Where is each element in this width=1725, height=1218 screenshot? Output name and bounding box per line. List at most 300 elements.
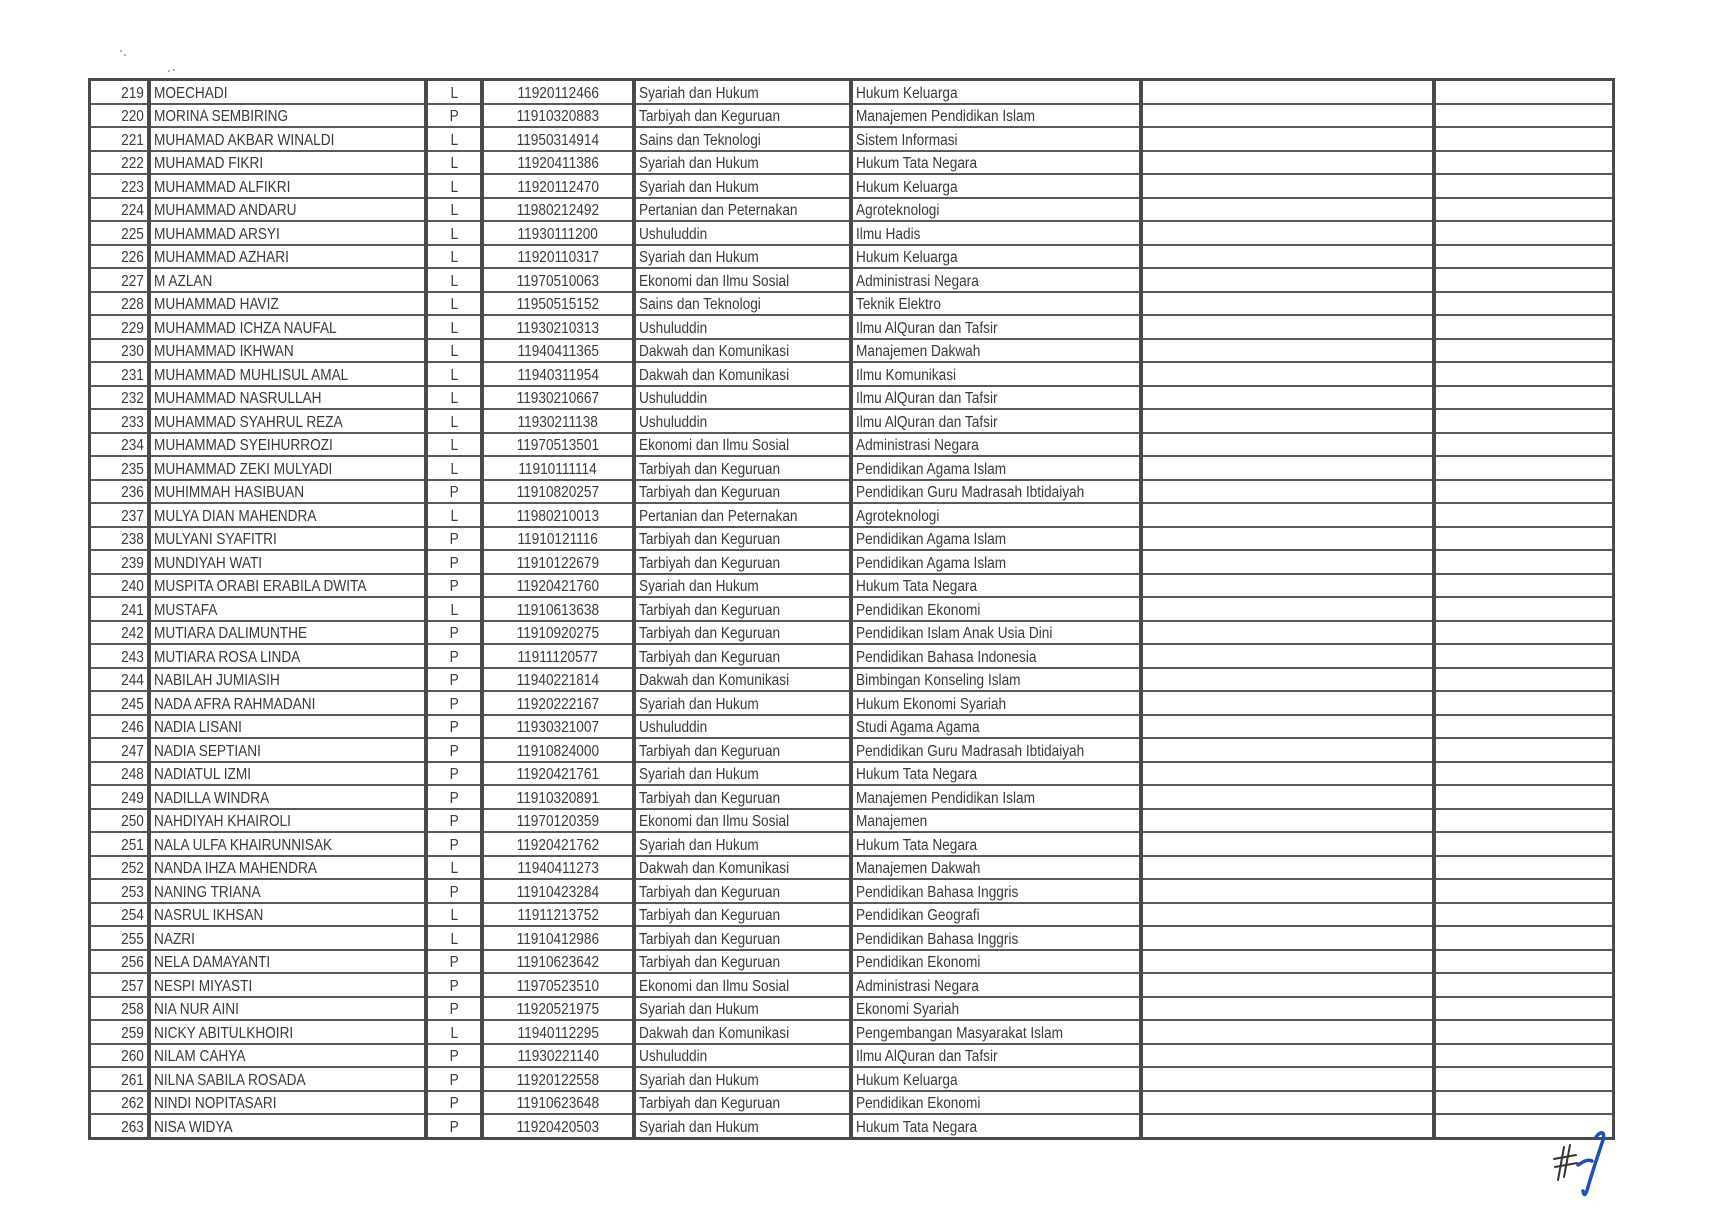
faculty-name: Tarbiyah dan Keguruan xyxy=(639,531,781,548)
table-row xyxy=(90,80,1614,104)
row-number-cell xyxy=(90,903,150,927)
study-program: Hukum Tata Negara xyxy=(856,836,978,854)
faculty-name-cell xyxy=(634,668,851,692)
study-program: Pendidikan Islam Anak Usia Dini xyxy=(856,625,1053,642)
row-number: 234 xyxy=(121,437,144,454)
student-name: NELA DAMAYANTI xyxy=(154,954,271,971)
student-name: MULYANI SYAFITRI xyxy=(154,531,277,548)
blank-cell-cell xyxy=(1141,80,1434,104)
blank-cell-cell xyxy=(1141,738,1434,762)
faculty-name-cell xyxy=(634,879,851,903)
gender-code-cell xyxy=(426,856,482,880)
student-id-nim-cell xyxy=(482,832,634,856)
study-program-cell xyxy=(851,268,1141,292)
study-program: Manajemen Dakwah xyxy=(856,343,981,360)
gender-code: P xyxy=(449,648,459,666)
student-id-nim-cell xyxy=(482,456,634,480)
study-program-cell xyxy=(851,550,1141,574)
blank-cell-cell xyxy=(1141,997,1434,1021)
gender-code: L xyxy=(450,390,458,407)
faculty-name-cell xyxy=(634,550,851,574)
study-program-cell xyxy=(851,527,1141,551)
blank-cell-cell xyxy=(1434,315,1614,339)
row-number-cell xyxy=(90,926,150,950)
gender-code-cell xyxy=(426,832,482,856)
student-name-cell xyxy=(149,198,426,222)
faculty-name: Tarbiyah dan Keguruan xyxy=(639,930,781,948)
student-name-cell xyxy=(149,268,426,292)
study-program-cell xyxy=(851,621,1141,645)
student-id-nim-cell xyxy=(482,268,634,292)
student-name-cell xyxy=(149,903,426,927)
faculty-name-cell xyxy=(634,362,851,386)
study-program-cell xyxy=(851,691,1141,715)
table-row xyxy=(90,174,1614,198)
faculty-name: Sains dan Teknologi xyxy=(639,296,761,313)
blank-cell-cell xyxy=(1434,1091,1614,1115)
student-name: NILAM CAHYA xyxy=(154,1048,246,1065)
study-program-cell xyxy=(851,879,1141,903)
row-number: 228 xyxy=(121,296,144,313)
row-number-cell xyxy=(90,856,150,880)
blank-cell-cell xyxy=(1141,668,1434,692)
student-name-cell xyxy=(149,832,426,856)
faculty-name-cell xyxy=(634,1067,851,1091)
student-name-cell xyxy=(149,597,426,621)
study-program: Pendidikan Guru Madrasah Ibtidaiyah xyxy=(856,742,1085,760)
gender-code: L xyxy=(450,437,458,454)
study-program-cell xyxy=(851,198,1141,222)
student-id-nim-cell xyxy=(482,292,634,316)
blank-cell-cell xyxy=(1434,433,1614,457)
table-row xyxy=(90,879,1614,903)
faculty-name: Syariah dan Hukum xyxy=(639,249,759,266)
study-program-cell xyxy=(851,315,1141,339)
row-number: 263 xyxy=(121,1118,144,1136)
row-number: 219 xyxy=(121,84,144,102)
faculty-name-cell xyxy=(634,339,851,363)
row-number-cell xyxy=(90,1091,150,1115)
row-number: 244 xyxy=(121,672,144,689)
gender-code-cell xyxy=(426,221,482,245)
faculty-name: Syariah dan Hukum xyxy=(639,1001,759,1018)
gender-code: L xyxy=(450,507,458,525)
blank-cell-cell xyxy=(1434,174,1614,198)
row-number: 256 xyxy=(121,954,144,971)
faculty-name-cell xyxy=(634,997,851,1021)
student-name-cell xyxy=(149,879,426,903)
student-id-nim-cell xyxy=(482,198,634,222)
student-name-cell xyxy=(149,386,426,410)
student-name: MUTIARA ROSA LINDA xyxy=(154,648,301,666)
gender-code-cell xyxy=(426,809,482,833)
row-number: 242 xyxy=(121,625,144,642)
faculty-name-cell xyxy=(634,456,851,480)
blank-cell-cell xyxy=(1434,1044,1614,1068)
gender-code: L xyxy=(450,178,458,196)
gender-code: L xyxy=(450,131,458,149)
student-name-cell xyxy=(149,574,426,598)
faculty-name-cell xyxy=(634,527,851,551)
student-name: MUHAMMAD SYAHRUL REZA xyxy=(154,413,343,431)
student-id-nim-cell xyxy=(482,644,634,668)
student-id-nim: 11910623642 xyxy=(516,954,600,971)
study-program: Pendidikan Bahasa Inggris xyxy=(856,930,1019,948)
faculty-name-cell xyxy=(634,856,851,880)
faculty-name-cell xyxy=(634,268,851,292)
blank-cell-cell xyxy=(1434,362,1614,386)
blank-cell-cell xyxy=(1434,1020,1614,1044)
study-program-cell xyxy=(851,409,1141,433)
student-id-nim: 11940221814 xyxy=(516,672,600,689)
gender-code: L xyxy=(450,319,458,337)
gender-code-cell xyxy=(426,550,482,574)
table-row xyxy=(90,973,1614,997)
study-program: Ilmu AlQuran dan Tafsir xyxy=(856,319,998,337)
table-row xyxy=(90,550,1614,574)
faculty-name: Ushuluddin xyxy=(639,225,708,243)
student-id-nim-cell xyxy=(482,151,634,175)
student-name-cell xyxy=(149,738,426,762)
gender-code-cell xyxy=(426,1020,482,1044)
blank-cell-cell xyxy=(1434,644,1614,668)
gender-code-cell xyxy=(426,480,482,504)
student-name: NAZRI xyxy=(154,930,195,948)
blank-cell-cell xyxy=(1434,879,1614,903)
study-program-cell xyxy=(851,1114,1141,1138)
study-program-cell xyxy=(851,644,1141,668)
student-name: NADIA LISANI xyxy=(154,719,242,736)
student-id-nim: 11920420503 xyxy=(516,1118,600,1136)
study-program: Hukum Tata Negara xyxy=(856,578,978,595)
student-name: MUHAMAD AKBAR WINALDI xyxy=(154,131,335,149)
blank-cell-cell xyxy=(1141,409,1434,433)
gender-code-cell xyxy=(426,879,482,903)
blank-cell-cell xyxy=(1141,104,1434,128)
faculty-name: Pertanian dan Peternakan xyxy=(639,507,798,525)
row-number-cell xyxy=(90,245,150,269)
blank-cell-cell xyxy=(1141,715,1434,739)
row-number: 223 xyxy=(121,178,144,196)
table-row xyxy=(90,386,1614,410)
student-id-nim: 11910320891 xyxy=(516,789,600,807)
faculty-name-cell xyxy=(634,903,851,927)
student-id-nim: 11910613638 xyxy=(516,601,600,619)
row-number-cell xyxy=(90,574,150,598)
row-number-cell xyxy=(90,480,150,504)
student-id-nim-cell xyxy=(482,1114,634,1138)
gender-code: P xyxy=(449,742,459,760)
faculty-name-cell xyxy=(634,1044,851,1068)
student-id-nim: 11920112466 xyxy=(517,84,599,102)
faculty-name-cell xyxy=(634,433,851,457)
faculty-name-cell xyxy=(634,221,851,245)
blank-cell-cell xyxy=(1141,268,1434,292)
table-row xyxy=(90,1067,1614,1091)
gender-code-cell xyxy=(426,644,482,668)
student-name: NANING TRIANA xyxy=(154,883,261,901)
blank-cell-cell xyxy=(1141,221,1434,245)
row-number-cell xyxy=(90,527,150,551)
study-program-cell xyxy=(851,785,1141,809)
faculty-name-cell xyxy=(634,198,851,222)
gender-code-cell xyxy=(426,574,482,598)
student-name-cell xyxy=(149,409,426,433)
blank-cell-cell xyxy=(1141,856,1434,880)
faculty-name: Dakwah dan Komunikasi xyxy=(639,343,790,360)
table-row xyxy=(90,503,1614,527)
blank-cell-cell xyxy=(1141,503,1434,527)
row-number: 246 xyxy=(121,719,144,736)
blank-cell-cell xyxy=(1434,527,1614,551)
student-name: MUSPITA ORABI ERABILA DWITA xyxy=(154,578,367,595)
blank-cell-cell xyxy=(1434,574,1614,598)
student-id-nim-cell xyxy=(482,715,634,739)
gender-code: L xyxy=(450,202,458,219)
blank-cell-cell xyxy=(1434,386,1614,410)
student-id-nim: 11910824000 xyxy=(516,742,600,760)
faculty-name: Ekonomi dan Ilmu Sosial xyxy=(639,977,790,995)
blank-cell-cell xyxy=(1434,456,1614,480)
student-id-nim: 11980210013 xyxy=(516,507,600,525)
gender-code-cell xyxy=(426,127,482,151)
study-program-cell xyxy=(851,362,1141,386)
row-number: 243 xyxy=(121,648,144,666)
row-number: 235 xyxy=(121,460,144,478)
student-name-cell xyxy=(149,104,426,128)
table-row xyxy=(90,762,1614,786)
study-program: Hukum Keluarga xyxy=(856,178,958,196)
faculty-name-cell xyxy=(634,738,851,762)
faculty-name: Tarbiyah dan Keguruan xyxy=(639,108,781,125)
faculty-name: Tarbiyah dan Keguruan xyxy=(639,554,781,572)
gender-code-cell xyxy=(426,997,482,1021)
student-id-nim: 11930211138 xyxy=(517,413,599,431)
faculty-name: Ekonomi dan Ilmu Sosial xyxy=(639,272,790,290)
gender-code-cell xyxy=(426,315,482,339)
student-name: NAHDIYAH KHAIROLI xyxy=(154,813,291,830)
blank-cell-cell xyxy=(1434,80,1614,104)
student-id-nim: 11920112470 xyxy=(517,178,599,196)
student-id-nim: 11930321007 xyxy=(516,719,600,736)
row-number-cell xyxy=(90,268,150,292)
student-id-nim: 11911213752 xyxy=(517,907,599,924)
row-number: 248 xyxy=(121,766,144,783)
table-row xyxy=(90,527,1614,551)
gender-code-cell xyxy=(426,597,482,621)
blank-cell-cell xyxy=(1141,809,1434,833)
study-program: Pendidikan Ekonomi xyxy=(856,601,981,619)
student-name-cell xyxy=(149,715,426,739)
student-id-nim: 11920411386 xyxy=(517,155,599,172)
student-id-nim: 11930111200 xyxy=(517,225,599,243)
gender-code: P xyxy=(449,883,459,901)
gender-code-cell xyxy=(426,1114,482,1138)
table-row xyxy=(90,668,1614,692)
study-program: Manajemen Pendidikan Islam xyxy=(856,789,1035,807)
blank-cell-cell xyxy=(1434,832,1614,856)
faculty-name: Dakwah dan Komunikasi xyxy=(639,860,790,877)
student-name: MUHAMMAD HAVIZ xyxy=(154,296,279,313)
student-name-cell xyxy=(149,1044,426,1068)
blank-cell-cell xyxy=(1141,292,1434,316)
row-number: 222 xyxy=(121,155,144,172)
blank-cell-cell xyxy=(1141,597,1434,621)
blank-cell-cell xyxy=(1141,832,1434,856)
gender-code-cell xyxy=(426,456,482,480)
student-id-nim-cell xyxy=(482,926,634,950)
faculty-name: Syariah dan Hukum xyxy=(639,84,759,102)
faculty-name-cell xyxy=(634,480,851,504)
study-program: Hukum Keluarga xyxy=(856,84,958,102)
faculty-name: Dakwah dan Komunikasi xyxy=(639,366,790,384)
blank-cell-cell xyxy=(1434,292,1614,316)
study-program: Manajemen xyxy=(856,813,928,830)
student-name-cell xyxy=(149,785,426,809)
row-number-cell xyxy=(90,80,150,104)
row-number-cell xyxy=(90,315,150,339)
study-program: Administrasi Negara xyxy=(856,272,979,290)
row-number: 259 xyxy=(121,1024,144,1042)
table-row xyxy=(90,832,1614,856)
study-program: Ekonomi Syariah xyxy=(856,1001,960,1018)
student-name-cell xyxy=(149,668,426,692)
study-program: Hukum Tata Negara xyxy=(856,1118,978,1136)
blank-cell-cell xyxy=(1434,550,1614,574)
gender-code: P xyxy=(449,766,459,783)
row-number: 249 xyxy=(121,789,144,807)
gender-code-cell xyxy=(426,691,482,715)
blank-cell-cell xyxy=(1141,762,1434,786)
blank-cell-cell xyxy=(1434,997,1614,1021)
study-program-cell xyxy=(851,480,1141,504)
gender-code-cell xyxy=(426,1067,482,1091)
blank-cell-cell xyxy=(1141,1044,1434,1068)
student-id-nim: 11970523510 xyxy=(516,977,600,995)
student-id-nim-cell xyxy=(482,1067,634,1091)
study-program-cell xyxy=(851,127,1141,151)
study-program: Pendidikan Bahasa Inggris xyxy=(856,883,1019,901)
study-program: Pendidikan Ekonomi xyxy=(856,954,981,971)
gender-code: P xyxy=(449,578,459,595)
table-row xyxy=(90,456,1614,480)
row-number: 230 xyxy=(121,343,144,360)
blank-cell-cell xyxy=(1434,903,1614,927)
study-program-cell xyxy=(851,1044,1141,1068)
student-name-cell xyxy=(149,151,426,175)
study-program: Manajemen Dakwah xyxy=(856,860,981,877)
student-name: MUHIMMAH HASIBUAN xyxy=(154,484,305,501)
student-id-nim-cell xyxy=(482,856,634,880)
row-number-cell xyxy=(90,832,150,856)
study-program-cell xyxy=(851,668,1141,692)
gender-code-cell xyxy=(426,785,482,809)
student-id-nim-cell xyxy=(482,1091,634,1115)
blank-cell-cell xyxy=(1434,809,1614,833)
student-name: MUHAMMAD ARSYI xyxy=(154,225,280,243)
student-id-nim: 11910623648 xyxy=(516,1095,600,1112)
table-row xyxy=(90,691,1614,715)
table-row xyxy=(90,127,1614,151)
gender-code-cell xyxy=(426,104,482,128)
study-program: Ilmu AlQuran dan Tafsir xyxy=(856,413,998,431)
blank-cell-cell xyxy=(1141,151,1434,175)
student-name: NASRUL IKHSAN xyxy=(154,907,264,924)
gender-code-cell xyxy=(426,174,482,198)
study-program: Sistem Informasi xyxy=(856,131,958,149)
study-program-cell xyxy=(851,151,1141,175)
study-program: Ilmu Komunikasi xyxy=(856,366,957,384)
row-number: 257 xyxy=(121,977,144,995)
blank-cell-cell xyxy=(1141,1020,1434,1044)
student-id-nim-cell xyxy=(482,574,634,598)
student-id-nim: 11910121116 xyxy=(517,531,599,548)
student-id-nim-cell xyxy=(482,315,634,339)
student-name-cell xyxy=(149,527,426,551)
study-program-cell xyxy=(851,386,1141,410)
scan-artifact xyxy=(118,48,178,78)
study-program: Administrasi Negara xyxy=(856,437,979,454)
student-id-nim: 11950314914 xyxy=(516,131,600,149)
student-name-cell xyxy=(149,456,426,480)
gender-code: P xyxy=(449,977,459,995)
blank-cell-cell xyxy=(1434,715,1614,739)
faculty-name-cell xyxy=(634,762,851,786)
row-number: 261 xyxy=(121,1071,144,1089)
pencil-initial-mark xyxy=(1554,1145,1577,1180)
gender-code-cell xyxy=(426,950,482,974)
table-row xyxy=(90,315,1614,339)
student-id-nim-cell xyxy=(482,221,634,245)
student-name: NANDA IHZA MAHENDRA xyxy=(154,860,317,877)
student-id-nim-cell xyxy=(482,668,634,692)
gender-code: P xyxy=(449,672,459,689)
student-roster-table xyxy=(88,78,1615,1140)
table-row xyxy=(90,1114,1614,1138)
faculty-name: Ushuluddin xyxy=(639,719,708,736)
blank-cell-cell xyxy=(1141,621,1434,645)
faculty-name: Syariah dan Hukum xyxy=(639,178,759,196)
gender-code: P xyxy=(449,1001,459,1018)
faculty-name: Tarbiyah dan Keguruan xyxy=(639,907,781,924)
gender-code-cell xyxy=(426,151,482,175)
row-number-cell xyxy=(90,433,150,457)
study-program: Hukum Tata Negara xyxy=(856,766,978,783)
student-id-nim-cell xyxy=(482,950,634,974)
row-number: 224 xyxy=(121,202,144,219)
blank-cell-cell xyxy=(1434,668,1614,692)
row-number: 260 xyxy=(121,1048,144,1065)
blank-cell-cell xyxy=(1141,973,1434,997)
student-name: MUHAMMAD ALFIKRI xyxy=(154,178,291,196)
gender-code: P xyxy=(449,484,459,501)
gender-code: P xyxy=(449,695,459,713)
student-name-cell xyxy=(149,480,426,504)
paraf-signature-icon xyxy=(1550,1125,1620,1205)
study-program-cell xyxy=(851,973,1141,997)
student-id-nim: 11910412986 xyxy=(516,930,600,948)
faculty-name-cell xyxy=(634,174,851,198)
student-id-nim: 11970120359 xyxy=(516,813,600,830)
blank-cell-cell xyxy=(1434,409,1614,433)
gender-code-cell xyxy=(426,409,482,433)
gender-code: L xyxy=(450,296,458,313)
gender-code: P xyxy=(449,719,459,736)
study-program: Bimbingan Konseling Islam xyxy=(856,672,1021,689)
study-program: Pendidikan Bahasa Indonesia xyxy=(856,648,1037,666)
row-number-cell xyxy=(90,738,150,762)
row-number-cell xyxy=(90,127,150,151)
